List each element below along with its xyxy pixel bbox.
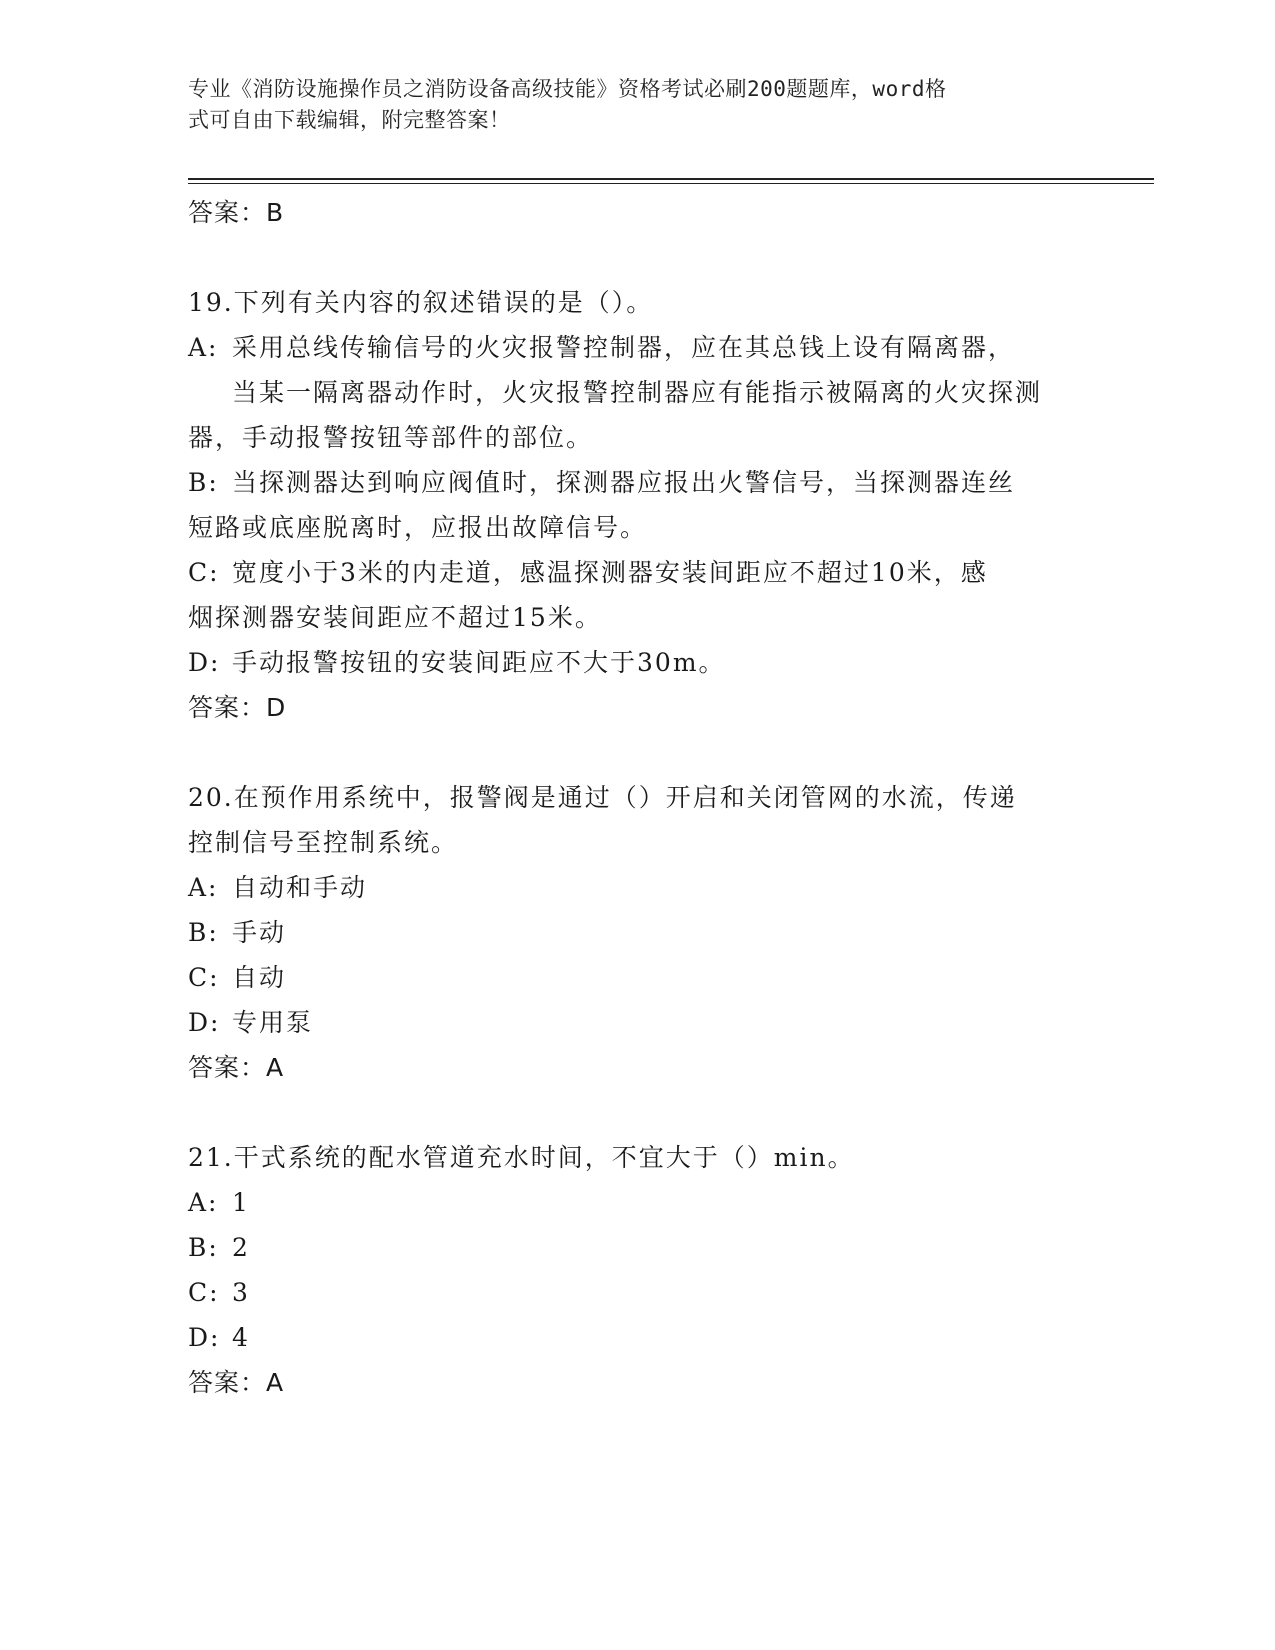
question-answer: 答案：D	[188, 693, 287, 722]
question-answer: 答案：A	[188, 1053, 285, 1082]
option-a	[188, 325, 1088, 415]
option-c	[188, 550, 1088, 595]
option-label: A:	[188, 873, 219, 902]
question-19	[188, 280, 1088, 730]
option-label: D:	[188, 1323, 221, 1352]
option-c	[188, 955, 1088, 1000]
option-label: C:	[188, 963, 220, 992]
question-stem-line: 21.干式系统的配水管道充水时间，不宜大于（）min。	[188, 1143, 855, 1172]
option-label: A:	[188, 333, 219, 362]
header-rule-thin	[188, 183, 1154, 184]
option-text: 当探测器达到响应阀值时，探测器应报出火警信号，当探测器连丝	[232, 468, 1016, 497]
question-stem-line: 19.下列有关内容的叙述错误的是（）。	[188, 288, 654, 317]
option-c	[188, 1270, 1088, 1315]
option-d	[188, 640, 1088, 685]
option-label: C:	[188, 558, 220, 587]
question-20	[188, 775, 1088, 1090]
option-text: 1	[232, 1188, 250, 1217]
question-stem-line: 控制信号至控制系统。	[188, 828, 459, 857]
option-b	[188, 910, 1088, 955]
option-label: D:	[188, 648, 221, 677]
answer-value: B	[266, 198, 285, 227]
answer-value: A	[266, 1053, 285, 1082]
answer-prefix: 答案：	[188, 198, 267, 227]
question-stem-line: 20.在预作用系统中，报警阀是通过（）开启和关闭管网的水流，传递	[188, 783, 1017, 812]
option-b-continuation: 短路或底座脱离时，应报出故障信号。	[188, 513, 648, 542]
option-text: 宽度小于3米的内走道，感温探测器安装间距应不超过10米，感	[232, 558, 988, 587]
question-21	[188, 1135, 1088, 1405]
option-b	[188, 1225, 1088, 1270]
option-label: B:	[188, 918, 219, 947]
option-text: 3	[232, 1278, 250, 1307]
option-label: B:	[188, 1233, 219, 1262]
option-text: 采用总线传输信号的火灾报警控制器，应在其总钱上设有隔离器， 当某一隔离器动作时，火灾报警控制器应有能指示被隔离的火灾探测	[232, 333, 1043, 407]
header-rule-thick	[188, 178, 1154, 180]
option-d	[188, 1315, 1088, 1360]
option-text: 2	[232, 1233, 250, 1262]
option-text: 自动	[232, 963, 287, 992]
option-d	[188, 1000, 1088, 1045]
option-label: D:	[188, 1008, 221, 1037]
header-line-2: 式可自由下载编辑，附完整答案！	[188, 108, 511, 132]
page-header	[188, 74, 1068, 136]
option-text: 手动	[232, 918, 287, 947]
question-answer: 答案：A	[188, 1368, 285, 1397]
option-c-continuation: 烟探测器安装间距应不超过15米。	[188, 603, 602, 632]
option-a	[188, 1180, 1088, 1225]
option-label: B:	[188, 468, 219, 497]
question-list	[188, 190, 1088, 1405]
option-b	[188, 460, 1088, 505]
previous-answer	[188, 190, 1088, 235]
header-line-1: 专业《消防设施操作员之消防设备高级技能》资格考试必刷200题题库，word格	[188, 77, 947, 101]
option-text: 4	[232, 1323, 250, 1352]
option-a	[188, 865, 1088, 910]
option-text: 手动报警按钮的安装间距应不大于30m。	[232, 648, 726, 677]
answer-value: D	[266, 693, 287, 722]
option-a-continuation: 器，手动报警按钮等部件的部位。	[188, 423, 594, 452]
option-text: 自动和手动	[232, 873, 368, 902]
option-label: A:	[188, 1188, 219, 1217]
option-text: 专用泵	[232, 1008, 314, 1037]
answer-value: A	[266, 1368, 285, 1397]
option-label: C:	[188, 1278, 220, 1307]
